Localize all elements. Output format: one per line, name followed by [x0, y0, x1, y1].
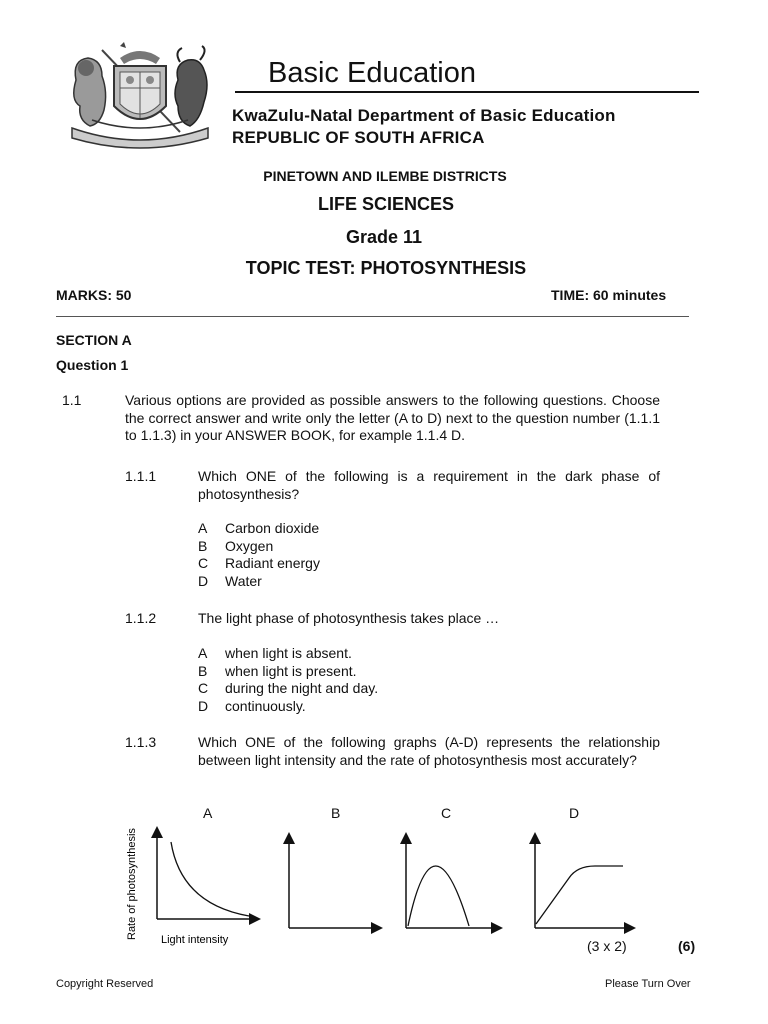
- option-text: during the night and day.: [225, 680, 379, 696]
- topic-heading: TOPIC TEST: PHOTOSYNTHESIS: [245, 258, 527, 278]
- header-title: Basic Education: [268, 57, 476, 89]
- question-text: Which ONE of the following graphs (A-D) represents the relationship between light intensity and the rate of photosynthesis most accurately?: [198, 734, 660, 768]
- question-text: The light phase of photosynthesis takes place …: [198, 610, 500, 626]
- graph-label-c: C: [441, 805, 452, 821]
- y-axis-label: Rate of photosynthesis: [126, 828, 138, 940]
- option-letter: A: [198, 520, 208, 536]
- question-number: 1.1: [62, 392, 82, 408]
- option-text: when light is absent.: [225, 645, 352, 661]
- instructions-text: Various options are provided as possible answers to the following questions. Choose the correct answer and write only the letter (A to D) next to the question number (1.1.1 to 1.1.3) in your ANSWER BOOK, for example 1.1.4 D.: [125, 392, 660, 443]
- option-letter: C: [198, 680, 209, 696]
- option-letter: B: [198, 537, 208, 554]
- grade-heading: Grade 11: [345, 227, 423, 247]
- option-item: [198, 645, 378, 715]
- option-letter: D: [198, 572, 209, 589]
- option-letter: C: [198, 555, 209, 571]
- curve-d: [536, 866, 623, 924]
- coat-of-arms-logo: [62, 40, 218, 150]
- option-letter: B: [198, 662, 208, 679]
- header-underline: [235, 91, 699, 93]
- question-number: 1.1.3: [125, 734, 157, 750]
- graph-a: [126, 828, 255, 946]
- option-letter: D: [198, 697, 209, 714]
- graph-label-a: A: [203, 805, 213, 821]
- graph-c: [406, 838, 497, 928]
- section-title: SECTION A: [56, 332, 132, 348]
- graph-label-d: D: [569, 805, 580, 821]
- graph-b: [289, 838, 377, 928]
- option-text: Oxygen: [225, 537, 274, 554]
- graph-d: [535, 838, 630, 928]
- option-item: [198, 520, 320, 590]
- question-number: 1.1.1: [125, 468, 157, 484]
- districts-heading: PINETOWN AND ILEMBE DISTRICTS: [263, 168, 507, 184]
- divider-line: [56, 316, 689, 317]
- option-letter: A: [198, 645, 208, 661]
- graph-label-b: B: [331, 805, 341, 821]
- question-number: 1.1.2: [125, 610, 157, 626]
- graphs-figure: [125, 812, 645, 952]
- department-name: KwaZulu-Natal Department of Basic Education: [232, 106, 616, 125]
- x-axis-label: Light intensity: [161, 934, 229, 946]
- option-text: Water: [225, 572, 262, 589]
- time-label: TIME: 60 minutes: [551, 287, 667, 303]
- subject-heading: LIFE SCIENCES: [317, 194, 455, 214]
- question-text: Which ONE of the following is a requirement in the dark phase of photosynthesis?: [198, 468, 660, 502]
- option-text: continuously.: [225, 697, 306, 714]
- option-text: Carbon dioxide: [225, 520, 320, 536]
- mark-allocation: (3 x 2): [587, 938, 627, 954]
- marks-label: MARKS: 50: [56, 287, 132, 303]
- option-text: Radiant energy: [225, 555, 320, 571]
- curve-c: [408, 866, 469, 926]
- option-text: when light is present.: [225, 662, 357, 679]
- curve-a: [171, 842, 249, 916]
- republic-name: REPUBLIC OF SOUTH AFRICA: [232, 128, 485, 147]
- question-title: Question 1: [56, 357, 129, 373]
- total-marks: (6): [678, 938, 696, 954]
- footer-turn-over: Please Turn Over: [605, 978, 691, 990]
- footer-copyright: Copyright Reserved: [56, 978, 154, 990]
